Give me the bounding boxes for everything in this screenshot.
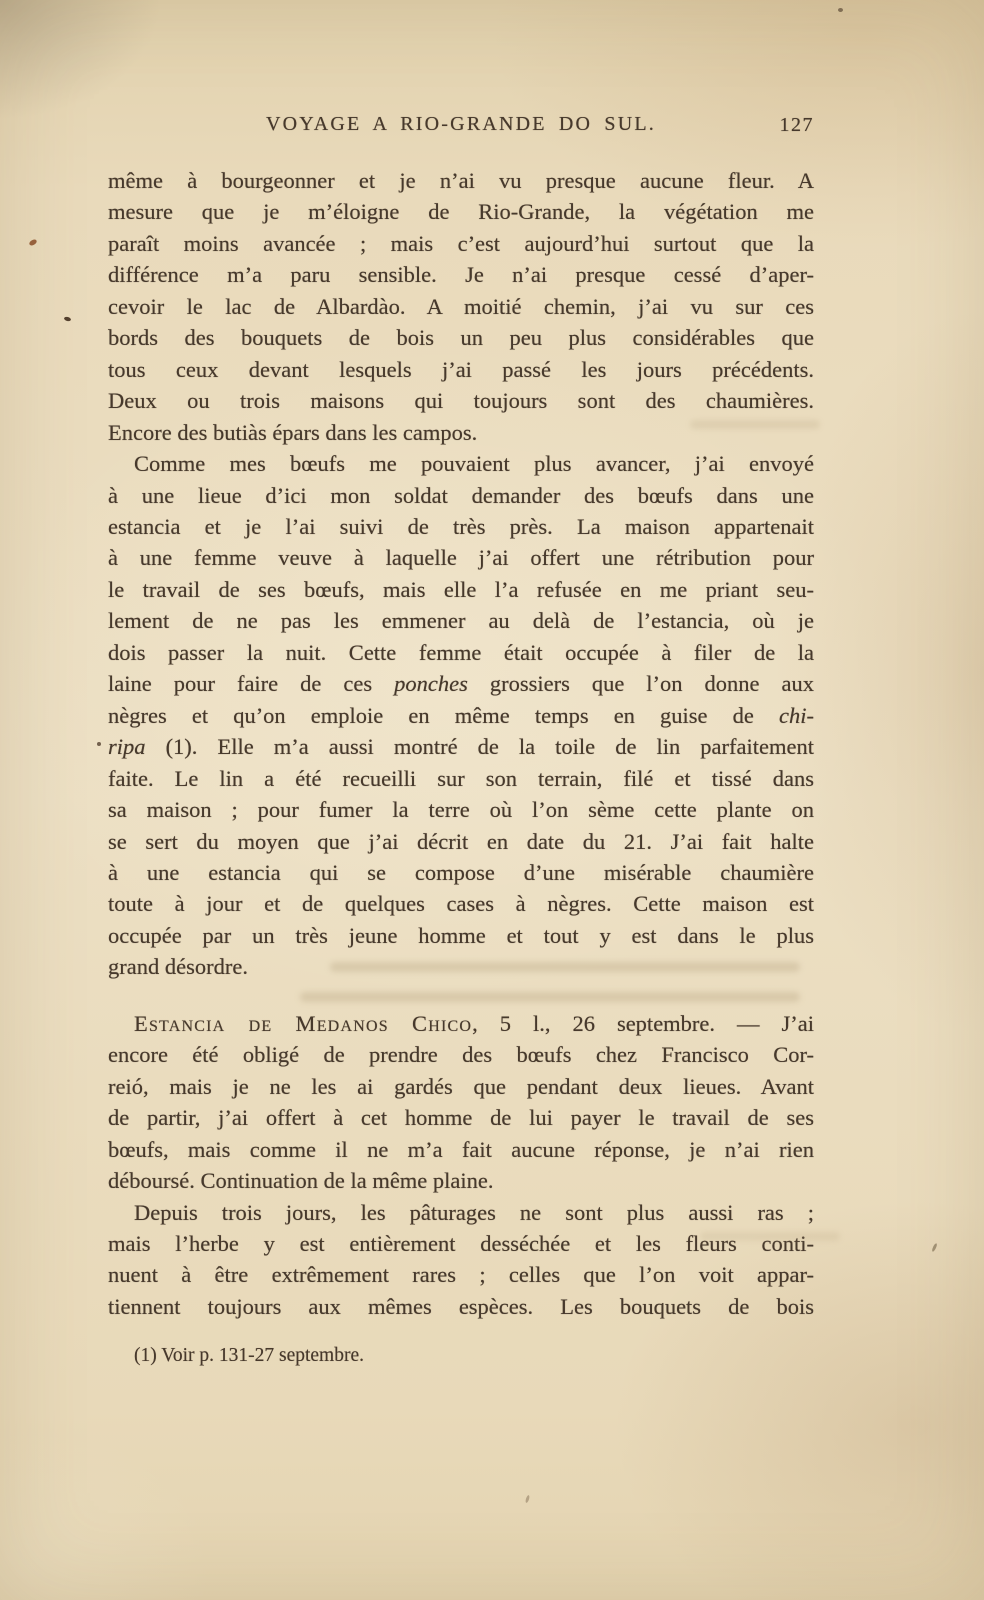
- footnote: (1) Voir p. 131-27 septembre.: [134, 1345, 364, 1366]
- body-text: Encore des butiàs épars dans les campos.: [108, 419, 478, 445]
- body-text: estancia et je l’ai suivi de très près. La maison appartenait: [108, 513, 814, 539]
- small-caps-text: Estancia de Medanos Chico: [134, 1010, 473, 1036]
- text-line: [108, 291, 814, 322]
- body-text: faite. Le lin a été recueilli sur son terrain, filé et tissé dans: [108, 765, 814, 791]
- show-through-text: [690, 420, 820, 429]
- body-text: reió, mais je ne les ai gardés que pendant deux lieues. Avant: [108, 1073, 814, 1099]
- text-line: [108, 259, 814, 290]
- body-text: (1). Elle m’a aussi montré de la toile de lin parfaitement: [145, 734, 814, 760]
- body-text: occupée par un très jeune homme et tout y est dans le plus: [108, 922, 814, 948]
- body-text: grand désordre.: [108, 954, 248, 980]
- page-header: [108, 113, 814, 143]
- italic-text: ponches: [394, 671, 468, 697]
- body-text: à une femme veuve à laquelle j’ai offert une rétribution pour: [108, 545, 814, 571]
- text-line: [108, 1259, 814, 1290]
- body-text: bœufs, mais comme il ne m’a fait aucune réponse, je n’ai rien: [108, 1136, 814, 1162]
- paragraph: [108, 1197, 814, 1323]
- body-text: encore été obligé de prendre des bœufs chez Francisco Cor-: [108, 1042, 814, 1068]
- body-text: Comme mes bœufs me pouvaient plus avancer, j’ai envoyé: [134, 451, 814, 477]
- text-line: [108, 511, 814, 542]
- body-text: dois passer la nuit. Cette femme était occupée à filer de la: [108, 639, 814, 665]
- body-text: lement de ne pas les emmener au delà de l’estancia, où je: [108, 608, 814, 634]
- text-line: [108, 1008, 814, 1039]
- text-line: [108, 354, 814, 385]
- body-text: bords des bouquets de bois un peu plus considérables que: [108, 325, 814, 351]
- body-text: de partir, j’ai offert à cet homme de lui payer le travail de ses: [108, 1105, 814, 1131]
- page-body: [108, 165, 814, 1322]
- text-line: [108, 1134, 814, 1165]
- text-line: [108, 920, 814, 951]
- body-text: mais l’herbe y est entièrement desséchée et les fleurs conti-: [108, 1230, 814, 1256]
- text-line: [108, 857, 814, 888]
- body-text: tous ceux devant lesquels j’ai passé les jours précédents.: [108, 356, 814, 382]
- text-line: [108, 448, 814, 479]
- text-line: [108, 1197, 814, 1228]
- body-text: le travail de ses bœufs, mais elle l’a refusée en me priant seu-: [108, 576, 814, 602]
- paper-speck: [838, 8, 843, 12]
- text-line: [108, 574, 814, 605]
- paper-speck: [97, 742, 101, 746]
- body-text: grossiers que l’on donne aux: [467, 671, 814, 697]
- paper-speck: [525, 1495, 530, 1504]
- body-text: paraît moins avancée ; mais c’est aujourd’hui surtout que la: [108, 230, 814, 256]
- text-line: [108, 1165, 814, 1196]
- body-text: toute à jour et de quelques cases à nègres. Cette maison est: [108, 891, 814, 917]
- text-line: [108, 385, 814, 416]
- paragraph: [108, 448, 814, 983]
- body-text: même à bourgeonner et je n’ai vu presque aucune fleur. A: [108, 168, 814, 193]
- text-line: [108, 1039, 814, 1070]
- paper-speck: [931, 1243, 938, 1252]
- text-line: [108, 196, 814, 227]
- show-through-text: [700, 1232, 840, 1241]
- text-line: [108, 888, 814, 919]
- paragraph: [108, 1008, 814, 1197]
- text-line: [108, 542, 814, 573]
- text-line: [108, 794, 814, 825]
- body-text: sa maison ; pour fumer la terre où l’on sème cette plante on: [108, 797, 814, 823]
- body-text: à une estancia qui se compose d’une misérable chaumière: [108, 859, 814, 885]
- text-line: [108, 480, 814, 511]
- text-line: [108, 1071, 814, 1102]
- text-line: [108, 1102, 814, 1133]
- text-line: [108, 228, 814, 259]
- body-text: à une lieue d’ici mon soldat demander des bœufs dans une: [108, 482, 814, 508]
- show-through-text: [330, 962, 800, 972]
- body-text: , 5 l., 26 septembre. — J’ai: [472, 1010, 814, 1036]
- text-line: [108, 165, 814, 196]
- text-line: [108, 731, 814, 762]
- body-text: nègres et qu’on emploie en même temps en guise de: [108, 702, 780, 728]
- text-line: [108, 1291, 814, 1322]
- body-text: se sert du moyen que j’ai décrit en date du 21. J’ai fait halte: [108, 828, 814, 854]
- body-text: Depuis trois jours, les pâturages ne sont plus aussi ras ;: [134, 1199, 814, 1225]
- text-line: [108, 605, 814, 636]
- body-text: cevoir le lac de Albardào. A moitié chemin, j’ai vu sur ces: [108, 293, 814, 319]
- italic-text: chi-: [779, 702, 814, 728]
- page-number: 127: [779, 114, 814, 136]
- body-text: tiennent toujours aux mêmes espèces. Les bouquets de bois: [108, 1293, 814, 1319]
- body-text: nuent à être extrêmement rares ; celles que l’on voit appar-: [108, 1262, 814, 1288]
- body-text: Deux ou trois maisons qui toujours sont des chaumières.: [108, 388, 814, 414]
- body-text: laine pour faire de ces: [108, 671, 395, 697]
- text-line: [108, 322, 814, 353]
- body-text: déboursé. Continuation de la même plaine.: [108, 1168, 494, 1194]
- body-text: mesure que je m’éloigne de Rio-Grande, la végétation me: [108, 199, 814, 225]
- text-line: [108, 637, 814, 668]
- show-through-text: [300, 992, 800, 1002]
- paragraph: [108, 165, 814, 448]
- body-text: différence m’a paru sensible. Je n’ai presque cessé d’aper-: [108, 262, 814, 288]
- text-line: [108, 763, 814, 794]
- text-line: [108, 668, 814, 699]
- running-title: VOYAGE A RIO-GRANDE DO SUL.: [266, 113, 656, 135]
- paper-speck: [64, 316, 72, 322]
- text-line: [108, 826, 814, 857]
- text-line: [108, 700, 814, 731]
- paper-speck: [28, 238, 37, 246]
- italic-text: ripa: [108, 734, 146, 760]
